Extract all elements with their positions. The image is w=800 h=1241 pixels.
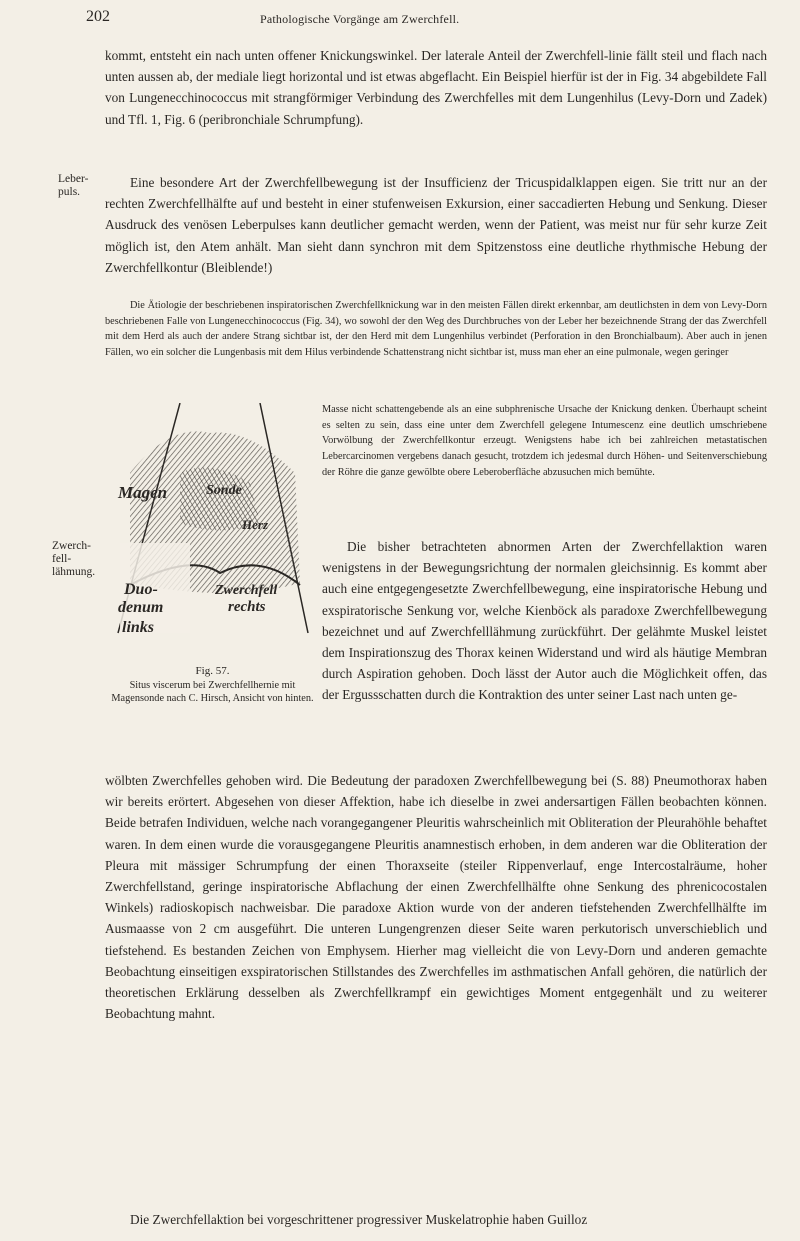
label-sonde: Sonde bbox=[206, 483, 242, 498]
page-number: 202 bbox=[86, 8, 110, 25]
small-print-full bbox=[105, 298, 767, 360]
paragraph-2-text: Eine besondere Art der Zwerchfellbewegung ist der Insufficienz der Tricuspidalklappen eigen. Sie tritt nur an der rechten Zwerchfellhälfte auf und besteht in einer stufenweisen Exkursion, einer saccadierten Hebung und Senkung. Dieser Ausdruck des venösen Leberpulses kann deutlicher gemacht werden, wenn der Patient, was meist nur für sehr kurze Zeit möglich ist, den Atem anhält. Man sieht dann synchron mit dem Spitzenstoss eine deutliche rhythmische Hebung der Zwerchfellkontur (Bleiblende!) bbox=[105, 175, 767, 275]
label-rechts: rechts bbox=[228, 599, 266, 615]
figure-57 bbox=[110, 403, 315, 665]
paragraph-last bbox=[105, 1209, 767, 1230]
small-print-right-text: Masse nicht schattengebende als an eine subphrenische Ursache der Knickung denken. Überhaupt scheint es selten zu sein, dass eine unter dem Zwerchfell gelegene Intumescenz eine deutlich umschriebene Vorwölbung der Zwerchfellkontur erzeugt. Wenigstens habe ich bei zahlreichen metastatischen Lebercarcinomen vergebens danach gesucht, trotzdem ich jedesmal durch Höhen- und Seitenverschiebung der Röhre die ganze gewölbte obere Leberoberfläche abzusuchen mich bemühte. bbox=[322, 404, 767, 478]
paragraph-1-text: kommt, entsteht ein nach unten offener Knickungswinkel. Der laterale Anteil der Zwerchfell-linie fällt steil und flach nach unten aussen ab, der mediale liegt horizontal und ist etwas abgeflacht. Ein Beispiel hierfür ist der in Fig. 34 abgebildete Fall von Lungenecchinococcus mit strangförmiger Verbindung des Zwerchfelles mit dem Lungenhilus (Levy-Dorn und Zadek) und Tfl. 1, Fig. 6 (peribronchiale Schrumpfung). bbox=[105, 48, 767, 127]
paragraph-right bbox=[322, 536, 767, 706]
label-herz: Herz bbox=[242, 517, 268, 532]
label-denum: denum bbox=[118, 599, 164, 616]
label-magen: Magen bbox=[118, 483, 168, 502]
running-head: Pathologische Vorgänge am Zwerchfell. bbox=[260, 12, 460, 26]
paragraph-2 bbox=[105, 172, 767, 278]
paragraph-bottom bbox=[105, 770, 767, 1024]
label-links: links bbox=[122, 619, 155, 636]
margin-note-zwerchfelllaehmung bbox=[52, 540, 95, 579]
margin-note-line: fell- bbox=[52, 553, 72, 565]
label-zwerchfell: Zwerchfell bbox=[215, 583, 278, 598]
paragraph-bottom-text: wölbten Zwerchfelles gehoben wird. Die Bedeutung der paradoxen Zwerchfellbewegung bei (S. 88) Pneumothorax haben wir bereits erörtert. Abgesehen von dieser Affektion, habe ich dieselbe in zwei andersartigen Fällen beobachten können. Beide betrafen Individuen, welche nach vorangegangener Pleuritis wahrscheinlich mit Obliteration der Pleurahöhle behaftet waren. In dem einen wurde die vorausgegangene Pleuritis anamnestisch erhoben, in dem anderen war die Obliteration der Pleura mit mässiger Schrumpfung der einen Thoraxseite (steiler Rippenverlauf, enge Intercostalräume, hoher Zwerchfellstand, geringe inspiratorische Abflachung der einen Zwerchfellhälfte ohne Senkung des phrenicocostalen Winkels) radioskopisch nachweisbar. Die paradoxe Aktion wurde von der anderen tiefstehenden Zwerchfellhälfte im Ausmaasse von 2 cm ausgeführt. Die unteren Lungengrenzen dieser Seite waren perkutorisch unverschieblich und tiefstehend. Es bestanden Zeichen von Emphysem. Hierher mag vielleicht die von Levy-Dorn und anderen gemachte Beobachtung einseitigen exspiratorischen Stillstandes des Zwerchfelles im asthmatischen Anfall gehören, die natürlich der theoretischen Erklärung desselben als Zwerchfellkrampf ein gewichtiges Moment entgegenhält und zu weiterer Beobachtung mahnt. bbox=[105, 773, 767, 1022]
margin-note-leberpuls bbox=[58, 173, 88, 199]
margin-note-line: lähmung. bbox=[52, 566, 96, 578]
caption-number: Fig. 57. bbox=[195, 665, 230, 677]
small-print-right bbox=[322, 392, 767, 491]
diaphragm-hernia-illustration bbox=[110, 403, 315, 665]
small-print-text: Die Ätiologie der beschriebenen inspiratorischen Zwerchfellknickung war in den meisten Fällen direkt erkennbar, am deutlichsten in dem von Levy-Dorn beschriebenen Falle von Lungenecchinococcus (Fig. 34), wo sowohl der den Weg des Durchbruches von der Leber her bezeichnende Strang der das Zwerchfell mit dem Herd als auch der andere Strang sichtbar ist, der den Herd mit dem Lungenhilus verbindet (Perforation in den Bronchialbaum). Aber auch in jenen Fällen, wo ein solcher die Lungenbasis mit dem Hilus verbindende Schattenstrang nicht sichtbar ist, muss man eher an eine pulmonale, wegen geringer bbox=[105, 300, 767, 358]
paragraph-right-text: Die bisher betrachteten abnormen Arten der Zwerchfellaktion waren wenigstens in der Bewegungsrichtung der normalen gleichsinnig. Es kommt aber auch eine entgegengesetzte Zwerchfellbewegung, eine inspiratorische Hebung und exspiratorische Senkung vor, welche Kienböck als paradoxe Zwerchfellbewegung bezeichnet und auf Zwerchfelllähmung zurückführt. Der gelähmte Muskel leistet dem Inspirationszug des Thorax keinen Widerstand und wird als häutige Membran durch Aspiration gehoben. Doch lässt der Autor auch die Möglichkeit offen, das der Ergussschatten durch die Kontraktion des unter seiner Last nach unten ge- bbox=[322, 539, 767, 703]
paragraph-last-text: Die Zwerchfellaktion bei vorgeschrittener progressiver Muskelatrophie haben Guilloz bbox=[130, 1212, 588, 1227]
caption-text: Situs viscerum bei Zwerchfellhernie mit Magensonde nach C. Hirsch, Ansicht von hinten. bbox=[111, 679, 314, 704]
figure-caption bbox=[105, 665, 320, 706]
paragraph-1 bbox=[105, 45, 767, 130]
margin-note-line: Leber- bbox=[58, 173, 89, 185]
label-duo: Duo- bbox=[124, 581, 158, 598]
margin-note-line: Zwerch- bbox=[52, 540, 91, 552]
margin-note-line: puls. bbox=[58, 186, 81, 198]
